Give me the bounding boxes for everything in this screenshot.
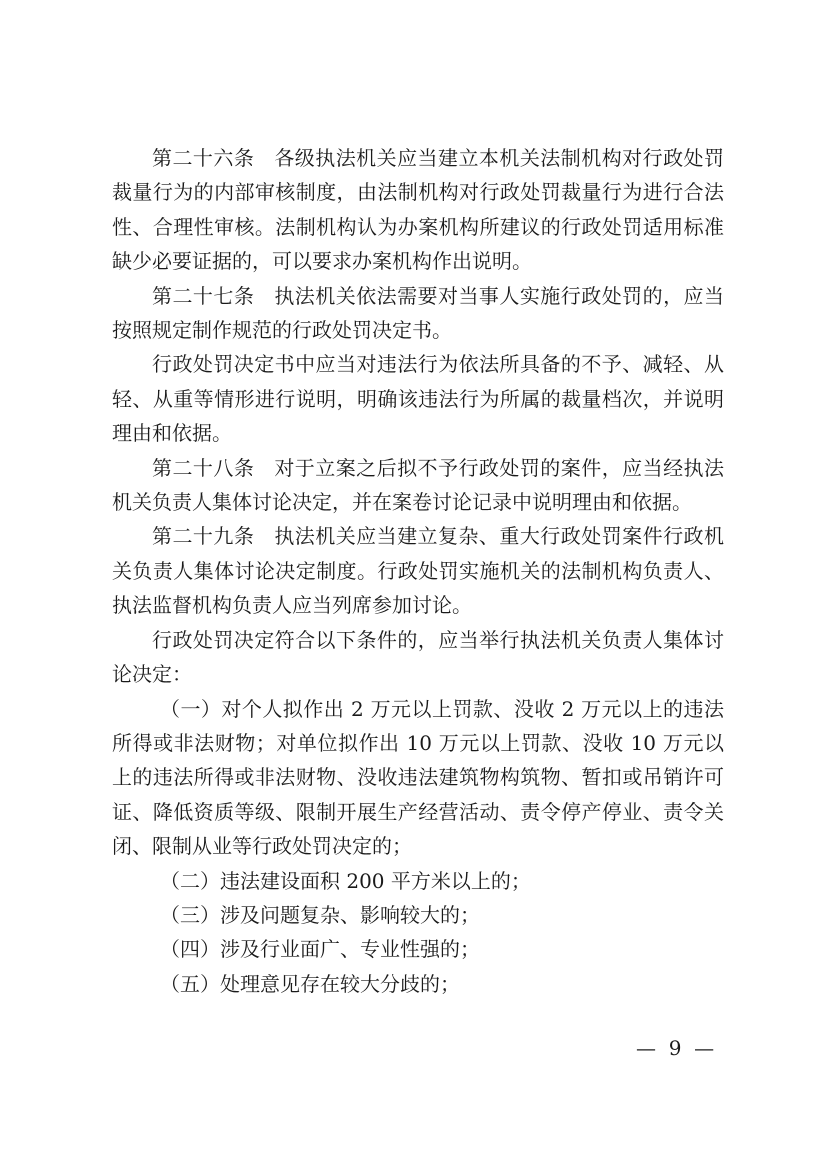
paragraph-decision-document [112, 347, 724, 450]
article-27 [112, 279, 724, 348]
condition-item-2: （二）违法建设面积 200 平方米以上的； [160, 868, 531, 893]
article-text: 各级执法机关应当建立本机关法制机构对行政处罚裁量行为的内部审核制度，由法制机构对行政处罚裁量行为进行合法性、合理性审核。法制机构认为办案机构所建议的行政处罚适用标准缺少必要证据的，可以要求办案机构作出说明。 [112, 146, 725, 274]
article-28 [112, 451, 724, 520]
paragraph-text: 行政处罚决定书中应当对违法行为依法所具备的不予、减轻、从轻、从重等情形进行说明，明确该违法行为所属的裁量档次，并说明理由和依据。 [112, 352, 724, 446]
page-number: — 9 — [636, 1036, 715, 1060]
condition-item-4: （四）涉及行业面广、专业性强的； [160, 937, 480, 962]
article-number: 第二十七条 [152, 283, 255, 308]
paragraph-conditions-intro [112, 623, 724, 692]
article-26 [112, 141, 724, 279]
article-number: 第二十六条 [152, 146, 255, 170]
condition-item-3: （三）涉及问题复杂、影响较大的； [160, 902, 480, 927]
article-number: 第二十八条 [152, 455, 255, 480]
article-29 [112, 519, 724, 622]
condition-item-1: （一）对个人拟作出 2 万元以上罚款、没收 2 万元以上的违法所得或非法财物；对单位拟作出 10 万元以上罚款、没收 10 万元以上的违法所得或非法财物、没收违法建筑物构筑物、暂扣或吊销许可证、降低资质等级、限制开展生产经营活动、责令停产停业、责令关闭、限制从业等行政处罚决定的； [112, 696, 724, 859]
article-number: 第二十九条 [152, 524, 255, 549]
paragraph-text: 行政处罚决定符合以下条件的，应当举行执法机关负责人集体讨论决定： [112, 627, 724, 687]
article-text: 对于立案之后拟不予行政处罚的案件，应当经执法机关负责人集体讨论决定，并在案卷讨论记录中说明理由和依据。 [112, 455, 725, 515]
document-body [112, 141, 724, 1001]
condition-item-5: （五）处理意见存在较大分歧的； [160, 971, 460, 996]
article-text: 执法机关依法需要对当事人实施行政处罚的，应当按照规定制作规范的行政处罚决定书。 [112, 283, 725, 343]
article-text: 执法机关应当建立复杂、重大行政处罚案件行政机关负责人集体讨论决定制度。行政处罚实施机关的法制机构负责人、执法监督机构负责人应当列席参加讨论。 [112, 524, 725, 618]
